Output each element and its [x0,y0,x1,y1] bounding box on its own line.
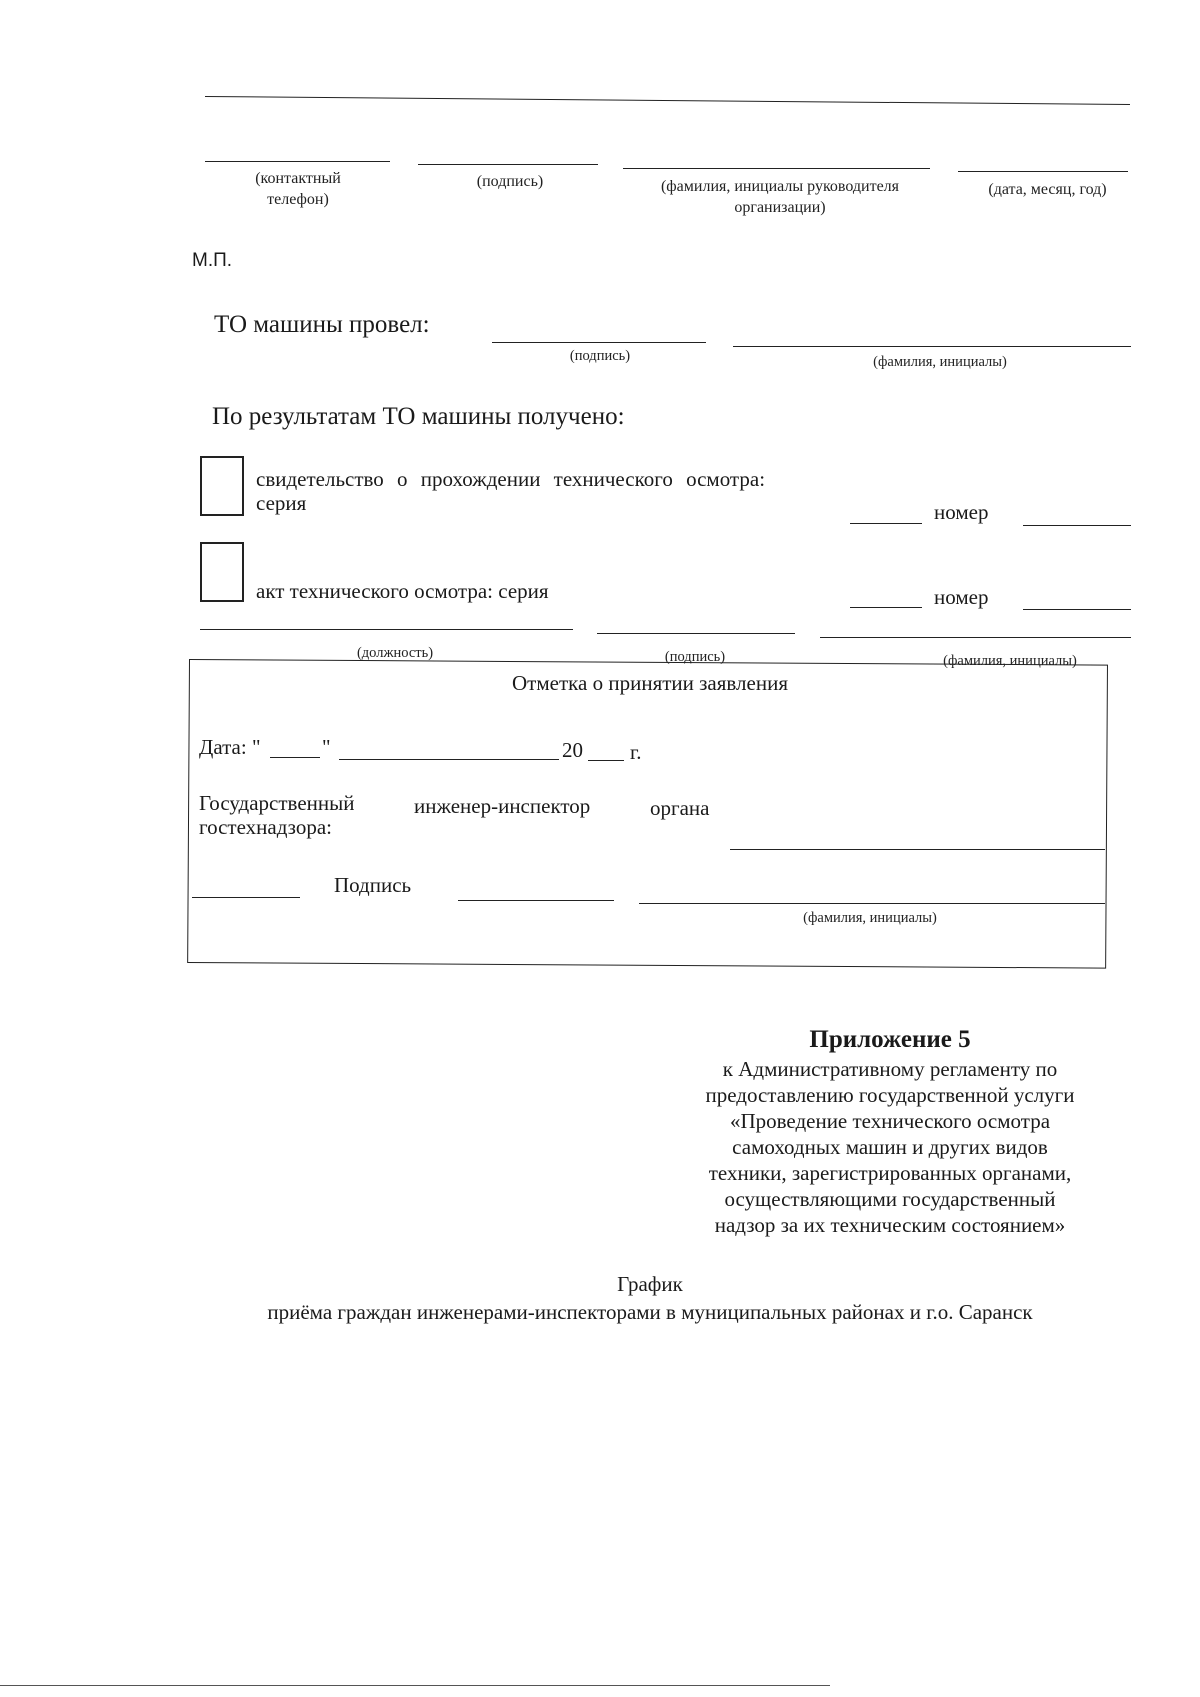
inspector-word2: инженер-инспектор [414,794,591,818]
date-caption: (дата, месяц, год) [988,181,1107,198]
inspector-line2: гостехнадзора: [199,815,332,839]
official-name-line [820,637,1131,638]
certificate-number-line [1023,525,1131,526]
head-name-line [623,168,930,169]
conducted-signature-line [492,342,706,343]
appendix-line: к Административному регламенту по [722,1057,1058,1081]
conducted-name-caption: (фамилия, инициалы) [873,354,1007,370]
appendix-line: осуществляющими государственный [724,1187,1056,1211]
acceptance-name-line [639,903,1105,904]
appendix-block [640,1024,1140,1238]
position-caption: (должность) [356,645,434,661]
certificate-checkbox[interactable] [200,456,244,516]
certificate-text: свидетельство о прохождении технического осмотра: [256,467,766,491]
inspector-word3: органа [650,796,710,820]
contact-phone-line [205,161,390,162]
act-checkbox[interactable] [200,542,244,602]
head-name-caption: (фамилия, инициалы руководителя организации) [660,178,900,216]
official-signature-caption: (подпись) [664,649,726,665]
appendix-line: «Проведение технического осмотра [729,1109,1051,1133]
schedule-subtitle: приёма граждан инженерами-инспекторами в муниципальных районах и г.о. Саранск [267,1300,1033,1324]
year-suffix: г. [630,740,642,764]
act-text: акт технического осмотра: серия [256,579,549,603]
act-number-label: номер [934,585,989,609]
appendix-line: надзор за их техническим состоянием» [714,1213,1066,1237]
acceptance-name-caption: (фамилия, инициалы) [803,910,937,926]
act-number-line [1023,609,1131,610]
conducted-label: ТО машины провел: [214,311,430,338]
date-day-line [270,757,320,758]
appendix-line: техники, зарегистрированных органами, [708,1161,1072,1185]
official-name-caption: (фамилия, инициалы) [943,653,1077,669]
results-label: По результатам ТО машины получено: [212,403,625,430]
inspector-word1: Государственный [199,791,355,815]
certificate-series: серия [256,491,307,515]
date-quote: " [322,735,331,759]
act-series-line [850,607,922,608]
acceptance-signature-line [458,900,614,901]
year-prefix: 20 [562,738,583,762]
schedule-title: График [617,1272,683,1296]
appendix-line: предоставлению государственной услуги [705,1083,1075,1107]
signature-caption: (подпись) [476,173,544,190]
appendix-title: Приложение 5 [809,1026,971,1053]
inspector-name-line [730,849,1105,850]
certificate-number-label: номер [934,500,989,524]
top-rule [205,96,1130,105]
position-line [200,629,573,630]
year-line [588,760,624,761]
acceptance-title: Отметка о принятии заявления [512,671,788,695]
acceptance-signature-label: Подпись [334,873,412,897]
certificate-series-line [850,523,922,524]
date-label-text: Дата: " [199,735,261,759]
date-label [199,735,261,760]
conducted-name-line [733,346,1131,347]
contact-phone-caption: (контактный телефон) [255,170,341,208]
appendix-line: самоходных машин и других видов [732,1135,1048,1159]
conducted-signature-caption: (подпись) [569,348,631,364]
official-signature-line [597,633,795,634]
date-line [958,171,1128,172]
signature-line [418,164,598,165]
signature-left-line [192,897,300,898]
date-month-line [339,759,559,760]
bottom-edge-line [0,1685,830,1686]
stamp-place: М.П. [192,250,233,271]
